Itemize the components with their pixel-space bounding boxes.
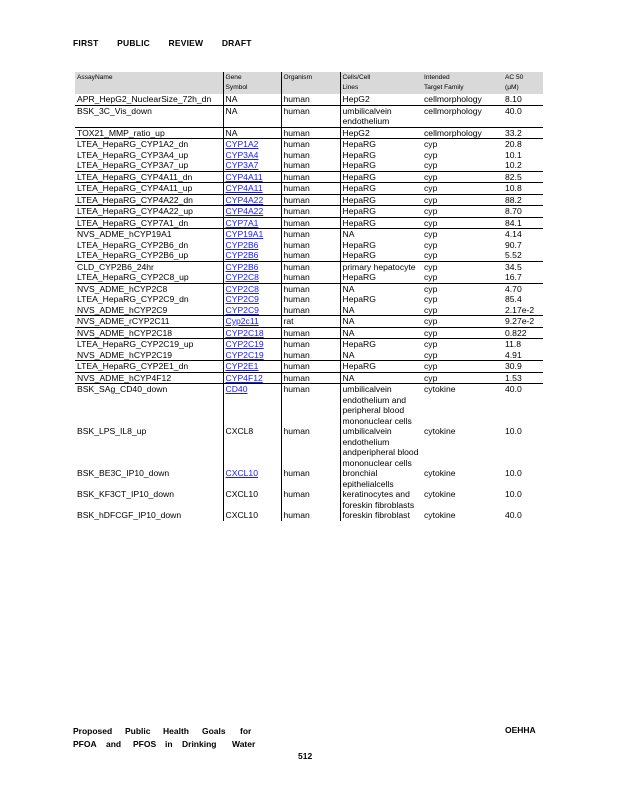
gene-link[interactable]: CYP2B6 [225, 250, 259, 260]
cell-cell-lines: HepG2 [340, 127, 422, 139]
cell-gene-symbol: NA [223, 105, 281, 127]
cell-target-family: cyp [424, 304, 438, 315]
cell-gene-symbol [223, 468, 281, 489]
cell-organism: human [281, 361, 340, 373]
cell-target-family: cyp [424, 294, 438, 304]
cell-organism: human [281, 327, 340, 339]
cell-assay-name: LTEA_HepaRG_CYP7A1_dn [75, 217, 223, 229]
cell-target-family: cyp [422, 316, 503, 328]
cell-ac50: 10.0 [505, 468, 522, 478]
cell-cell-lines: NA [340, 283, 422, 294]
cell-organism: human [281, 489, 340, 510]
gene-link[interactable]: CYP2C19 [225, 349, 264, 360]
cell-cell-lines: HepaRG [340, 361, 422, 373]
cell-assay-name: LTEA_HepaRG_CYP4A11_up [75, 183, 223, 195]
cell-assay-name: NVS_ADME_hCYP4F12 [75, 372, 223, 384]
cell-gene-symbol: CXCL10 [223, 489, 281, 510]
cell-organism: human [281, 426, 340, 468]
footer-word: Proposed [73, 726, 113, 736]
cell-target-family: cyp [422, 229, 503, 240]
cell-cell-lines: umbilicalvein endothelium andperipheral blood mononuclear cells [342, 426, 419, 468]
cell-ac50: 90.7 [505, 239, 522, 250]
cell-target-family: cyp [424, 250, 438, 260]
table-row [75, 305, 543, 316]
table-row [75, 229, 543, 240]
cell-cell-lines: NA [340, 229, 422, 240]
table-row [75, 272, 543, 283]
cell-gene-symbol [223, 217, 281, 229]
footer-word: for [240, 726, 252, 736]
cell-cell-lines: HepaRG [342, 250, 376, 260]
cell-gene-symbol [223, 327, 281, 339]
cell-ac50: 84.1 [503, 217, 543, 229]
cell-cell-lines: HepG2 [342, 94, 370, 104]
gene-link[interactable]: CYP4F12 [225, 372, 263, 383]
cell-organism: human [281, 94, 340, 105]
cell-organism: human [281, 339, 340, 350]
cell-assay-name: CLD_CYP2B6_24hr [75, 261, 223, 272]
gene-link[interactable]: CYP3A4 [225, 149, 259, 160]
cell-cell-lines: foreskin fibroblast [342, 510, 410, 520]
table-header-row [75, 72, 543, 94]
cell-organism: human [281, 468, 340, 489]
cell-organism: human [281, 194, 340, 206]
cell-target-family: cyp [422, 372, 503, 384]
cell-assay-name: APR_HepG2_NuclearSize_72h_dn [75, 94, 223, 105]
cell-ac50: 5.52 [505, 250, 522, 260]
cell-ac50: 10.1 [505, 149, 522, 160]
gene-link[interactable]: CYP19A1 [225, 229, 264, 239]
cell-ac50: 4.91 [505, 349, 522, 360]
assay-table [75, 72, 543, 521]
gene-link[interactable]: CYP4A22 [225, 194, 264, 205]
gene-link[interactable]: CXCL10 [225, 468, 258, 478]
table-row [75, 384, 543, 427]
table-row [75, 150, 543, 161]
cell-target-family: cyp [422, 217, 503, 229]
cell-ac50: 8.70 [503, 206, 543, 218]
cell-target-family: cyp [422, 327, 503, 339]
cell-target-family: cyp [424, 160, 438, 170]
table-row [75, 240, 543, 251]
gene-link[interactable]: CYP4A22 [225, 206, 264, 216]
running-header [73, 38, 268, 48]
cell-gene-symbol [223, 229, 281, 240]
cell-organism: human [281, 206, 340, 218]
cell-assay-name: BSK_KF3CT_IP10_down [75, 489, 223, 510]
cell-assay-name: BSK_BE3C_IP10_down [75, 468, 223, 489]
cell-ac50: 11.8 [503, 339, 543, 350]
header-word: PUBLIC [117, 38, 150, 48]
cell-assay-name: NVS_ADME_hCYP2C8 [75, 283, 223, 294]
cell-gene-symbol [223, 283, 281, 294]
cell-target-family: cyp [422, 283, 503, 294]
table-row [75, 294, 543, 305]
cell-assay-name: LTEA_HepaRG_CYP1A2_dn [75, 139, 223, 150]
cell-target-family: cytokine [424, 468, 456, 478]
table-row [75, 426, 543, 468]
cell-gene-symbol [223, 261, 281, 272]
header-word: REVIEW [168, 38, 204, 48]
cell-ac50: 85.4 [505, 294, 522, 304]
cell-assay-name: NVS_ADME_hCYP19A1 [75, 229, 223, 240]
table-row [75, 183, 543, 195]
gene-link[interactable]: CYP4A11 [225, 171, 263, 182]
cell-organism: human [281, 160, 340, 171]
cell-organism: rat [281, 316, 340, 328]
cell-gene-symbol [223, 272, 281, 283]
cell-cell-lines: HepaRG [340, 194, 422, 206]
gene-link[interactable]: CYP2B6 [225, 239, 259, 250]
cell-organism: human [281, 305, 340, 316]
cell-cell-lines: HepaRG [340, 206, 422, 218]
cell-ac50: 10.8 [503, 183, 543, 195]
table-row [75, 250, 543, 261]
cell-gene-symbol [223, 206, 281, 218]
cell-cell-lines: NA [340, 327, 422, 339]
cell-assay-name: BSK_SAg_CD40_down [75, 384, 223, 427]
cell-target-family: cyp [424, 272, 438, 282]
cell-ac50: 4.70 [503, 283, 543, 294]
table-row [75, 139, 543, 150]
cell-assay-name: LTEA_HepaRG_CYP2C8_up [75, 272, 223, 283]
table-row [75, 339, 543, 350]
cell-cell-lines: NA [340, 316, 422, 328]
cell-organism: human [281, 384, 340, 427]
footer-word: Public [125, 726, 151, 736]
cell-ac50: 20.8 [503, 139, 543, 150]
table-row [75, 171, 543, 183]
gene-link[interactable]: CYP2B6 [225, 261, 259, 272]
table-row [75, 206, 543, 218]
gene-link[interactable]: CYP2C8 [225, 272, 259, 282]
cell-organism: human [281, 139, 340, 150]
table-row [75, 160, 543, 171]
cell-organism: human [281, 217, 340, 229]
cell-assay-name: LTEA_HepaRG_CYP4A11_dn [75, 171, 223, 183]
cell-gene-symbol [223, 350, 281, 361]
cell-cell-lines: HepaRG [342, 272, 376, 282]
cell-cell-lines: HepaRG [342, 149, 376, 160]
table-row [75, 361, 543, 373]
cell-gene-symbol [223, 305, 281, 316]
cell-ac50: 40.0 [503, 384, 543, 427]
cell-assay-name: NVS_ADME_hCYP2C18 [75, 327, 223, 339]
cell-gene-symbol [223, 361, 281, 373]
footer-word: Water [232, 738, 256, 749]
table-row [75, 261, 543, 272]
footer-line-2 [73, 738, 255, 751]
table-row [75, 350, 543, 361]
table-row [75, 94, 543, 105]
gene-link[interactable]: CYP4A11 [225, 183, 263, 193]
cell-ac50: 4.14 [503, 229, 543, 240]
cell-organism: human [281, 183, 340, 195]
table-row [75, 510, 543, 521]
cell-ac50: 40.0 [503, 105, 543, 127]
cell-organism: human [281, 510, 340, 521]
cell-assay-name: LTEA_HepaRG_CYP3A7_up [75, 160, 223, 171]
cell-cell-lines: umbilicalvein endothelium and peripheral blood mononuclear cells [340, 384, 422, 427]
gene-link[interactable]: CYP7A1 [225, 217, 259, 228]
cell-gene-symbol [223, 250, 281, 261]
cell-gene-symbol [223, 183, 281, 195]
cell-target-family: cyp [422, 139, 503, 150]
cell-target-family: cellmorphology [422, 127, 503, 139]
footer-word: and [106, 738, 122, 749]
cell-assay-name: BSK_hDFCGF_IP10_down [75, 510, 223, 521]
cell-cell-lines: umbilicalvein endothelium [340, 105, 422, 127]
cell-organism: human [281, 105, 340, 127]
cell-gene-symbol [223, 339, 281, 350]
cell-organism: human [281, 240, 340, 251]
cell-gene-symbol: CXCL8 [223, 426, 281, 468]
cell-gene-symbol [223, 240, 281, 251]
footer-line-1 [73, 725, 255, 738]
cell-organism: human [281, 261, 340, 272]
cell-assay-name: LTEA_HepaRG_CYP2C19_up [75, 339, 223, 350]
cell-organism: human [281, 150, 340, 161]
cell-target-family: cyp [424, 349, 438, 360]
cell-target-family: cyp [422, 206, 503, 218]
cell-cell-lines: primary hepatocyte [340, 261, 422, 272]
cell-organism: human [281, 283, 340, 294]
cell-ac50: 10.0 [505, 489, 522, 499]
cell-gene-symbol [223, 160, 281, 171]
cell-cell-lines: HepaRG [340, 339, 422, 350]
cell-ac50: 33.2 [503, 127, 543, 139]
footer-title [73, 725, 255, 750]
cell-gene-symbol [223, 150, 281, 161]
cell-organism: human [281, 171, 340, 183]
cell-assay-name: BSK_3C_Vis_down [75, 105, 223, 127]
gene-link[interactable]: CYP2C9 [225, 304, 259, 315]
gene-link[interactable]: Cyp2c11 [225, 316, 259, 326]
table-row [75, 468, 543, 489]
gene-link[interactable]: CYP2C19 [225, 339, 264, 349]
table-row [75, 316, 543, 328]
cell-cell-lines: HepaRG [342, 239, 376, 250]
table-row [75, 105, 543, 127]
cell-cell-lines: NA [340, 372, 422, 384]
cell-ac50: 1.53 [503, 372, 543, 384]
cell-target-family: cellmorphology [424, 94, 482, 104]
cell-ac50: 40.0 [505, 510, 522, 520]
gene-link[interactable]: CYP2C8 [225, 283, 259, 294]
cell-organism: human [281, 272, 340, 283]
footer-word: Goals [202, 726, 226, 736]
cell-ac50: 88.2 [503, 194, 543, 206]
cell-target-family: cytokine [424, 510, 456, 520]
table-row [75, 489, 543, 510]
cell-gene-symbol: NA [223, 127, 281, 139]
cell-gene-symbol: CXCL10 [223, 510, 281, 521]
gene-link[interactable]: CYP2C9 [225, 294, 259, 304]
cell-target-family: cyp [424, 149, 438, 160]
cell-target-family: cyp [422, 171, 503, 183]
cell-gene-symbol [223, 372, 281, 384]
cell-assay-name: LTEA_HepaRG_CYP2E1_dn [75, 361, 223, 373]
gene-link[interactable]: CYP2C18 [225, 327, 264, 338]
cell-gene-symbol [223, 384, 281, 427]
cell-organism: human [281, 372, 340, 384]
col-header-target: Intended Target Family [422, 72, 503, 94]
cell-cell-lines: NA [342, 349, 355, 360]
cell-ac50: 16.7 [505, 272, 522, 282]
cell-assay-name: LTEA_HepaRG_CYP2C9_dn [75, 294, 223, 305]
cell-organism: human [281, 294, 340, 305]
cell-ac50: 82.5 [503, 171, 543, 183]
table-row [75, 194, 543, 206]
cell-target-family: cytokine [424, 426, 456, 436]
cell-assay-name: NVS_ADME_hCYP2C9 [75, 305, 223, 316]
col-header-gene: Gene Symbol [223, 72, 281, 94]
page-number: 512 [298, 751, 313, 761]
cell-gene-symbol [223, 171, 281, 183]
cell-assay-name: BSK_LPS_IL8_up [75, 426, 223, 468]
footer-word: in [165, 738, 173, 749]
cell-assay-name: LTEA_HepaRG_CYP2B6_dn [75, 240, 223, 251]
cell-ac50: 34.5 [503, 261, 543, 272]
table-row [75, 127, 543, 139]
cell-target-family: cyp [422, 361, 503, 373]
cell-ac50: 8.10 [505, 94, 522, 104]
cell-cell-lines: HepaRG [340, 217, 422, 229]
gene-link[interactable]: CD40 [225, 384, 248, 394]
col-header-ac50: AC 50 (µM) [503, 72, 543, 94]
col-header-assay: AssayName [75, 72, 223, 94]
cell-assay-name: NVS_ADME_rCYP2C11 [75, 316, 223, 328]
cell-ac50: 10.0 [505, 426, 522, 436]
cell-assay-name: LTEA_HepaRG_CYP3A4_up [75, 150, 223, 161]
cell-organism: human [281, 127, 340, 139]
cell-ac50: 30.9 [503, 361, 543, 373]
cell-ac50: 2.17e-2 [505, 304, 535, 315]
cell-assay-name: LTEA_HepaRG_CYP2B6_up [75, 250, 223, 261]
cell-cell-lines: HepaRG [340, 139, 422, 150]
table-row [75, 327, 543, 339]
cell-target-family: cytokine [424, 489, 456, 499]
cell-gene-symbol [223, 294, 281, 305]
cell-cell-lines: HepaRG [340, 183, 422, 195]
header-word: FIRST [73, 38, 99, 48]
cell-organism: human [281, 250, 340, 261]
cell-ac50: 9.27e-2 [503, 316, 543, 328]
cell-target-family: cyp [424, 239, 438, 250]
cell-assay-name: TOX21_MMP_ratio_up [75, 127, 223, 139]
cell-organism: human [281, 229, 340, 240]
cell-ac50: 10.2 [505, 160, 522, 170]
gene-link[interactable]: CYP3A7 [225, 160, 259, 170]
cell-target-family: cyp [422, 183, 503, 195]
table-row [75, 217, 543, 229]
cell-target-family: cytokine [422, 384, 503, 427]
cell-cell-lines: HepaRG [342, 160, 376, 170]
cell-gene-symbol [223, 316, 281, 328]
footer-word: Health [163, 726, 189, 736]
cell-cell-lines: NA [342, 304, 355, 315]
cell-assay-name: LTEA_HepaRG_CYP4A22_up [75, 206, 223, 218]
cell-target-family: cyp [422, 339, 503, 350]
gene-link[interactable]: CYP2E1 [225, 361, 259, 371]
table-row [75, 283, 543, 294]
cell-cell-lines: bronchial epithelialcells [342, 468, 394, 489]
cell-organism: human [281, 350, 340, 361]
cell-cell-lines: keratinocytes and foreskin fibroblasts [342, 489, 415, 510]
col-header-cells: Cells/Cell Lines [340, 72, 422, 94]
cell-gene-symbol: NA [223, 94, 281, 105]
cell-target-family: cellmorphology [422, 105, 503, 127]
col-header-organism: Organism [281, 72, 340, 94]
cell-assay-name: LTEA_HepaRG_CYP4A22_dn [75, 194, 223, 206]
cell-target-family: cyp [422, 261, 503, 272]
cell-cell-lines: HepaRG [342, 294, 376, 304]
cell-cell-lines: HepaRG [340, 171, 422, 183]
gene-link[interactable]: CYP1A2 [225, 139, 259, 149]
cell-assay-name: NVS_ADME_hCYP2C19 [75, 350, 223, 361]
table-row [75, 372, 543, 384]
cell-target-family: cyp [422, 194, 503, 206]
footer-word: PFOA [73, 738, 97, 749]
cell-gene-symbol [223, 139, 281, 150]
cell-gene-symbol [223, 194, 281, 206]
footer-agency: OEHHA [505, 725, 536, 735]
footer-word: PFOS [133, 738, 157, 749]
footer-word: Drinking [182, 738, 217, 749]
cell-ac50: 0.822 [503, 327, 543, 339]
header-word: DRAFT [221, 38, 252, 48]
